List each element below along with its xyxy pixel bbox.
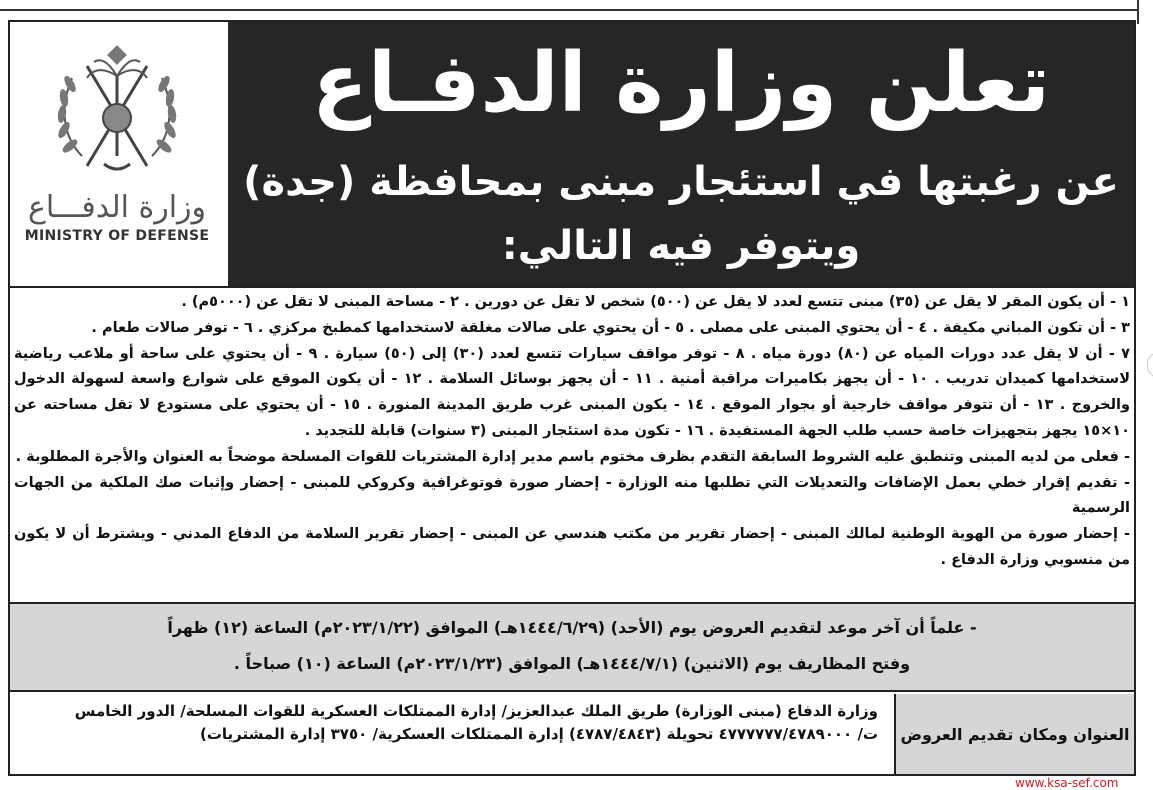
ministry-emblem-icon <box>42 36 192 186</box>
header-divider <box>10 286 1134 288</box>
site-watermark: www.ksa-sef.com <box>1015 776 1119 790</box>
subheadline: عن رغبتها في استئجار مبنى بمحافظة (جدة) <box>243 159 1119 205</box>
subheadline-2: ويتوفر فيه التالي: <box>501 223 861 269</box>
deadline-box <box>10 604 1134 690</box>
instructions-line-1: - فعلى من لديه المبنى وتنطبق عليه الشروط السابقة التقدم بظرف مختوم باسم مدير إدارة المشتريات للقوات المسلحة موضحاً به العنوان والأجرة المطلوبة . <box>15 448 1130 465</box>
page-edge-marker <box>1147 352 1153 378</box>
announcement-header <box>228 22 1134 286</box>
right-rule <box>1137 0 1139 24</box>
address-label: العنوان ومكان تقديم العروض <box>894 694 1134 774</box>
top-rule <box>0 9 1137 11</box>
logo-arabic-name: وزارة الدفـــاع <box>27 190 207 225</box>
deadline-line-1: - علماً أن آخر موعد لتقديم العروض يوم (الأحد) (١٤٤٤/٦/٢٩هـ) الموافق (٢٠٢٣/١/٢٢م) الساعة (١٢) ظهراً <box>167 618 977 637</box>
address-table <box>10 694 1134 774</box>
address-line-2: ت/ ٤٧٧٧٧٧٧/٤٧٨٩٠٠٠ تحويلة (٤٧٨٧/٤٨٤٣) إدارة الممتلكات العسكرية/ ٣٧٥٠ إدارة المشتريات) <box>199 725 878 743</box>
requirements-line-2: ٣ - أن تكون المباني مكيفة . ٤ - أن يحتوي المبنى على مصلى . ٥ - أن يحتوي على صالات مغلقة لاستخدامها كمطبخ مركزي . ٦ - توفر صالات طعام . <box>91 319 1130 336</box>
instructions-line-3: - إحضار صورة من الهوية الوطنية لمالك المبنى - إحضار تقرير من مكتب هندسي عن المبنى - إحضار تقرير السلامة من الدفاع المدني - ويشترط أن لا يكون من منسوبي وزارة الدفاع . <box>14 526 1130 568</box>
requirements-text <box>14 290 1130 574</box>
ministry-logo <box>12 28 222 278</box>
deadline-line-2: وفتح المظاريف يوم (الاثنين) (١٤٤٤/٧/١هـ) الموافق (٢٠٢٣/١/٢٣م) الساعة (١٠) صباحاً . <box>233 654 911 673</box>
deadline-divider <box>10 690 1134 692</box>
requirements-line-1: ١ - أن يكون المقر لا يقل عن (٣٥) مبنى تتسع لعدد لا يقل عن (٥٠٠) شخص لا تقل عن دورين . ٢ - مساحة المبنى لا تقل عن (٥٠٠٠م) . <box>181 294 1130 310</box>
instructions-line-2: - تقديم إقرار خطي بعمل الإضافات والتعديلات التي تطلبها منه الوزارة - إحضار صورة فوتوغرافية وكروكي للمبنى - إحضار وإثبات صك الملكية من الجهات الرسمية <box>14 474 1130 517</box>
address-line-1: وزارة الدفاع (مبنى الوزارة) طريق الملك عبدالعزيز/ إدارة الممتلكات العسكرية للقوات المسلحة/ الدور الخامس <box>74 702 878 720</box>
headline: تعلن وزارة الدفـاع <box>311 36 1051 131</box>
requirements-line-3: ٧ - أن لا يقل عدد دورات المياه عن (٨٠) دورة مياه . ٨ - توفر مواقف سيارات تتسع لعدد (٣٠) إلى (٥٠) سيارة . ٩ - أن يحتوي على ساحة أو ملاعب رياضية لاستخدامها كميدان تدريب . ١٠ - أن يجهز بكاميرات مراقبة أمنية . ١١ - أن يجهز بوسائل السلامة . ١٢ - أن يكون الموقع على شوارع واسعة لسهولة الدخول والخروج . ١٣ - أن تتوفر مواقف خارجية أو بجوار الموقع . ١٤ - يكون المبنى غرب طريق المدينة المنورة . ١٥ - أن يحتوي على مستودع لا تقل مساحته عن ١٠×١٥ يجهز بتجهيزات خاصة حسب طلب الجهة المستفيدة . ١٦ - تكون مدة استئجار المبنى (٣ سنوات) قابلة للتجديد . <box>14 345 1130 439</box>
address-value <box>10 694 894 774</box>
logo-english-name: MINISTRY OF DEFENSE <box>24 228 210 244</box>
